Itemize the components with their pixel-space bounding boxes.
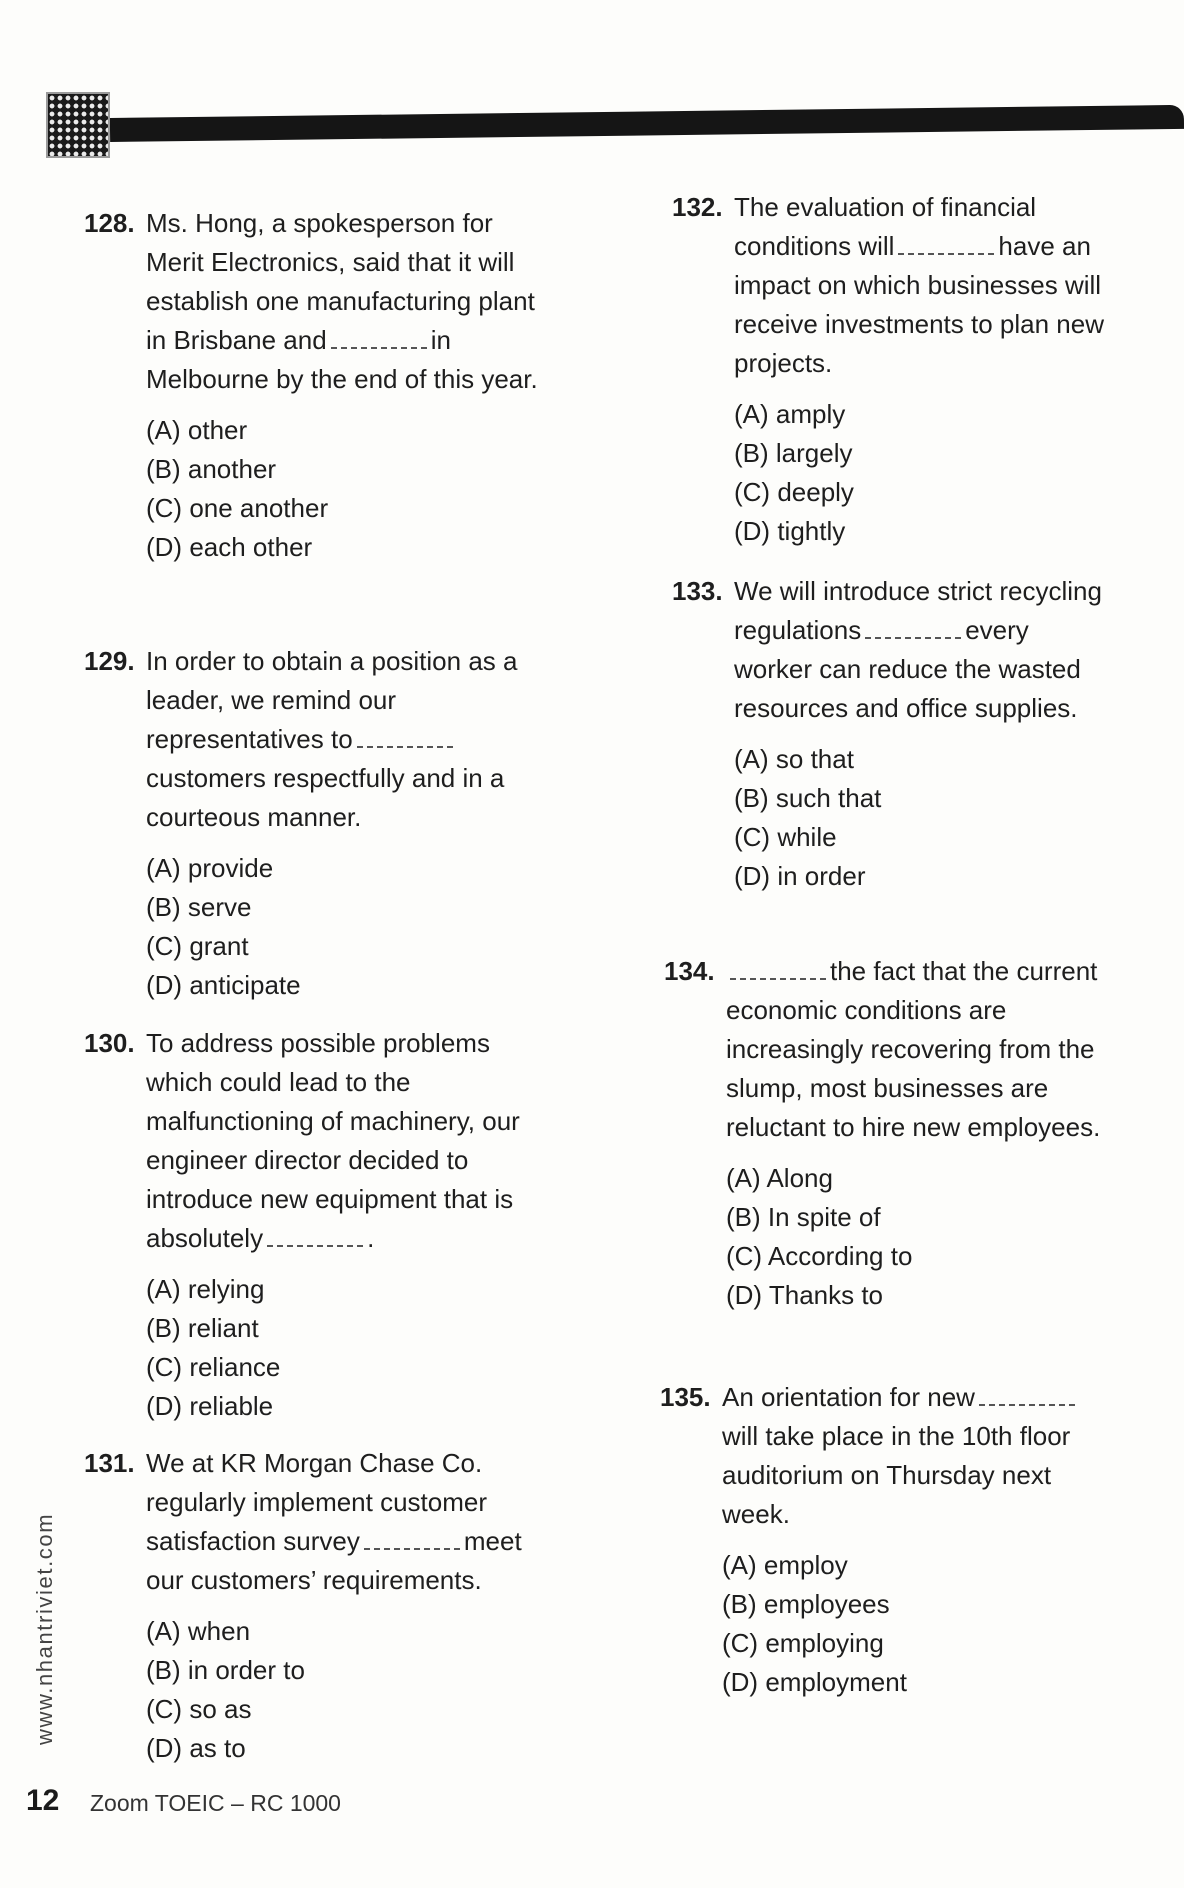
option-c[interactable]: (C) while [734, 822, 837, 852]
option-d[interactable]: (D) Thanks to [726, 1280, 884, 1310]
option-a[interactable]: (A) amply [734, 399, 846, 429]
answer-options [146, 1612, 554, 1768]
option-a[interactable]: (A) Along [726, 1163, 833, 1193]
question-number: 128. [84, 208, 135, 238]
question-129 [84, 642, 554, 1005]
question-number: 130. [84, 1028, 135, 1058]
option-b[interactable]: (B) such that [734, 783, 882, 813]
option-c[interactable]: (C) According to [726, 1241, 913, 1271]
website-url: www.nhantriviet.com [32, 1512, 57, 1745]
book-title: Zoom TOEIC – RC 1000 [90, 1790, 341, 1816]
dot-pattern-icon [46, 92, 110, 158]
question-text: Ms. Hong, a spokesperson for Merit Electronics, said that it will establish one manufacturing plant in Brisbane and in Melbourne by the end of this year. [146, 208, 538, 394]
option-b[interactable]: (B) In spite of [726, 1202, 881, 1232]
option-c[interactable]: (C) deeply [734, 477, 854, 507]
answer-options [722, 1546, 1100, 1702]
answer-options [726, 1159, 1104, 1315]
question-128 [84, 204, 554, 567]
answer-options [734, 740, 1112, 896]
answer-options [146, 849, 554, 1005]
question-134 [664, 952, 1104, 1315]
answer-blank [267, 1223, 363, 1247]
option-c[interactable]: (C) grant [146, 931, 249, 961]
answer-blank [865, 615, 961, 639]
question-text: In order to obtain a position as a leader, we remind our representatives tocustomers respectfully and in a courteous manner. [146, 646, 518, 832]
option-a[interactable]: (A) employ [722, 1550, 848, 1580]
option-c[interactable]: (C) one another [146, 493, 329, 523]
option-a[interactable]: (A) provide [146, 853, 274, 883]
question-number: 129. [84, 646, 135, 676]
question-135 [660, 1378, 1100, 1702]
option-b[interactable]: (B) serve [146, 892, 252, 922]
option-b[interactable]: (B) largely [734, 438, 853, 468]
header-band [110, 105, 1184, 142]
option-a[interactable]: (A) other [146, 415, 248, 445]
option-d[interactable]: (D) in order [734, 861, 866, 891]
answer-options [146, 1270, 554, 1426]
option-d[interactable]: (D) employment [722, 1667, 907, 1697]
answer-blank [979, 1382, 1075, 1406]
option-d[interactable]: (D) reliable [146, 1391, 274, 1421]
question-text: We will introduce strict recycling regulations every worker can reduce the wasted resources and office supplies. [734, 576, 1102, 723]
question-131 [84, 1444, 554, 1768]
answer-blank [898, 231, 994, 255]
question-text: The evaluation of financial conditions will have an impact on which businesses will receive investments to plan new projects. [734, 192, 1104, 378]
option-a[interactable]: (A) relying [146, 1274, 265, 1304]
question-130 [84, 1024, 554, 1426]
question-132 [672, 188, 1112, 551]
option-b[interactable]: (B) employees [722, 1589, 890, 1619]
question-133 [672, 572, 1112, 896]
option-d[interactable]: (D) as to [146, 1733, 246, 1763]
question-number: 133. [672, 576, 723, 606]
answer-options [734, 395, 1112, 551]
option-b[interactable]: (B) another [146, 454, 277, 484]
question-number: 134. [664, 956, 715, 986]
option-c[interactable]: (C) so as [146, 1694, 252, 1724]
option-b[interactable]: (B) in order to [146, 1655, 305, 1685]
page-number: 12 [26, 1784, 60, 1817]
answer-blank [357, 724, 453, 748]
option-d[interactable]: (D) each other [146, 532, 313, 562]
question-number: 135. [660, 1382, 711, 1412]
option-a[interactable]: (A) so that [734, 744, 854, 774]
question-number: 132. [672, 192, 723, 222]
question-text: We at KR Morgan Chase Co. regularly implement customer satisfaction survey meet our customers’ requirements. [146, 1448, 522, 1595]
option-d[interactable]: (D) anticipate [146, 970, 301, 1000]
option-c[interactable]: (C) reliance [146, 1352, 281, 1382]
question-text: To address possible problems which could lead to the malfunctioning of machinery, our engineer director decided to introduce new equipment that is absolutely . [146, 1028, 520, 1253]
answer-blank [730, 956, 826, 980]
answer-blank [364, 1526, 460, 1550]
option-c[interactable]: (C) employing [722, 1628, 884, 1658]
answer-blank [331, 325, 427, 349]
question-text: An orientation for newwill take place in the 10th floor auditorium on Thursday next week. [722, 1378, 1100, 1534]
question-number: 131. [84, 1448, 135, 1478]
question-text: the fact that the current economic conditions are increasingly recovering from the slump, most businesses are reluctant to hire new employees. [726, 956, 1101, 1142]
option-d[interactable]: (D) tightly [734, 516, 846, 546]
option-b[interactable]: (B) reliant [146, 1313, 259, 1343]
answer-options [146, 411, 554, 567]
option-a[interactable]: (A) when [146, 1616, 251, 1646]
